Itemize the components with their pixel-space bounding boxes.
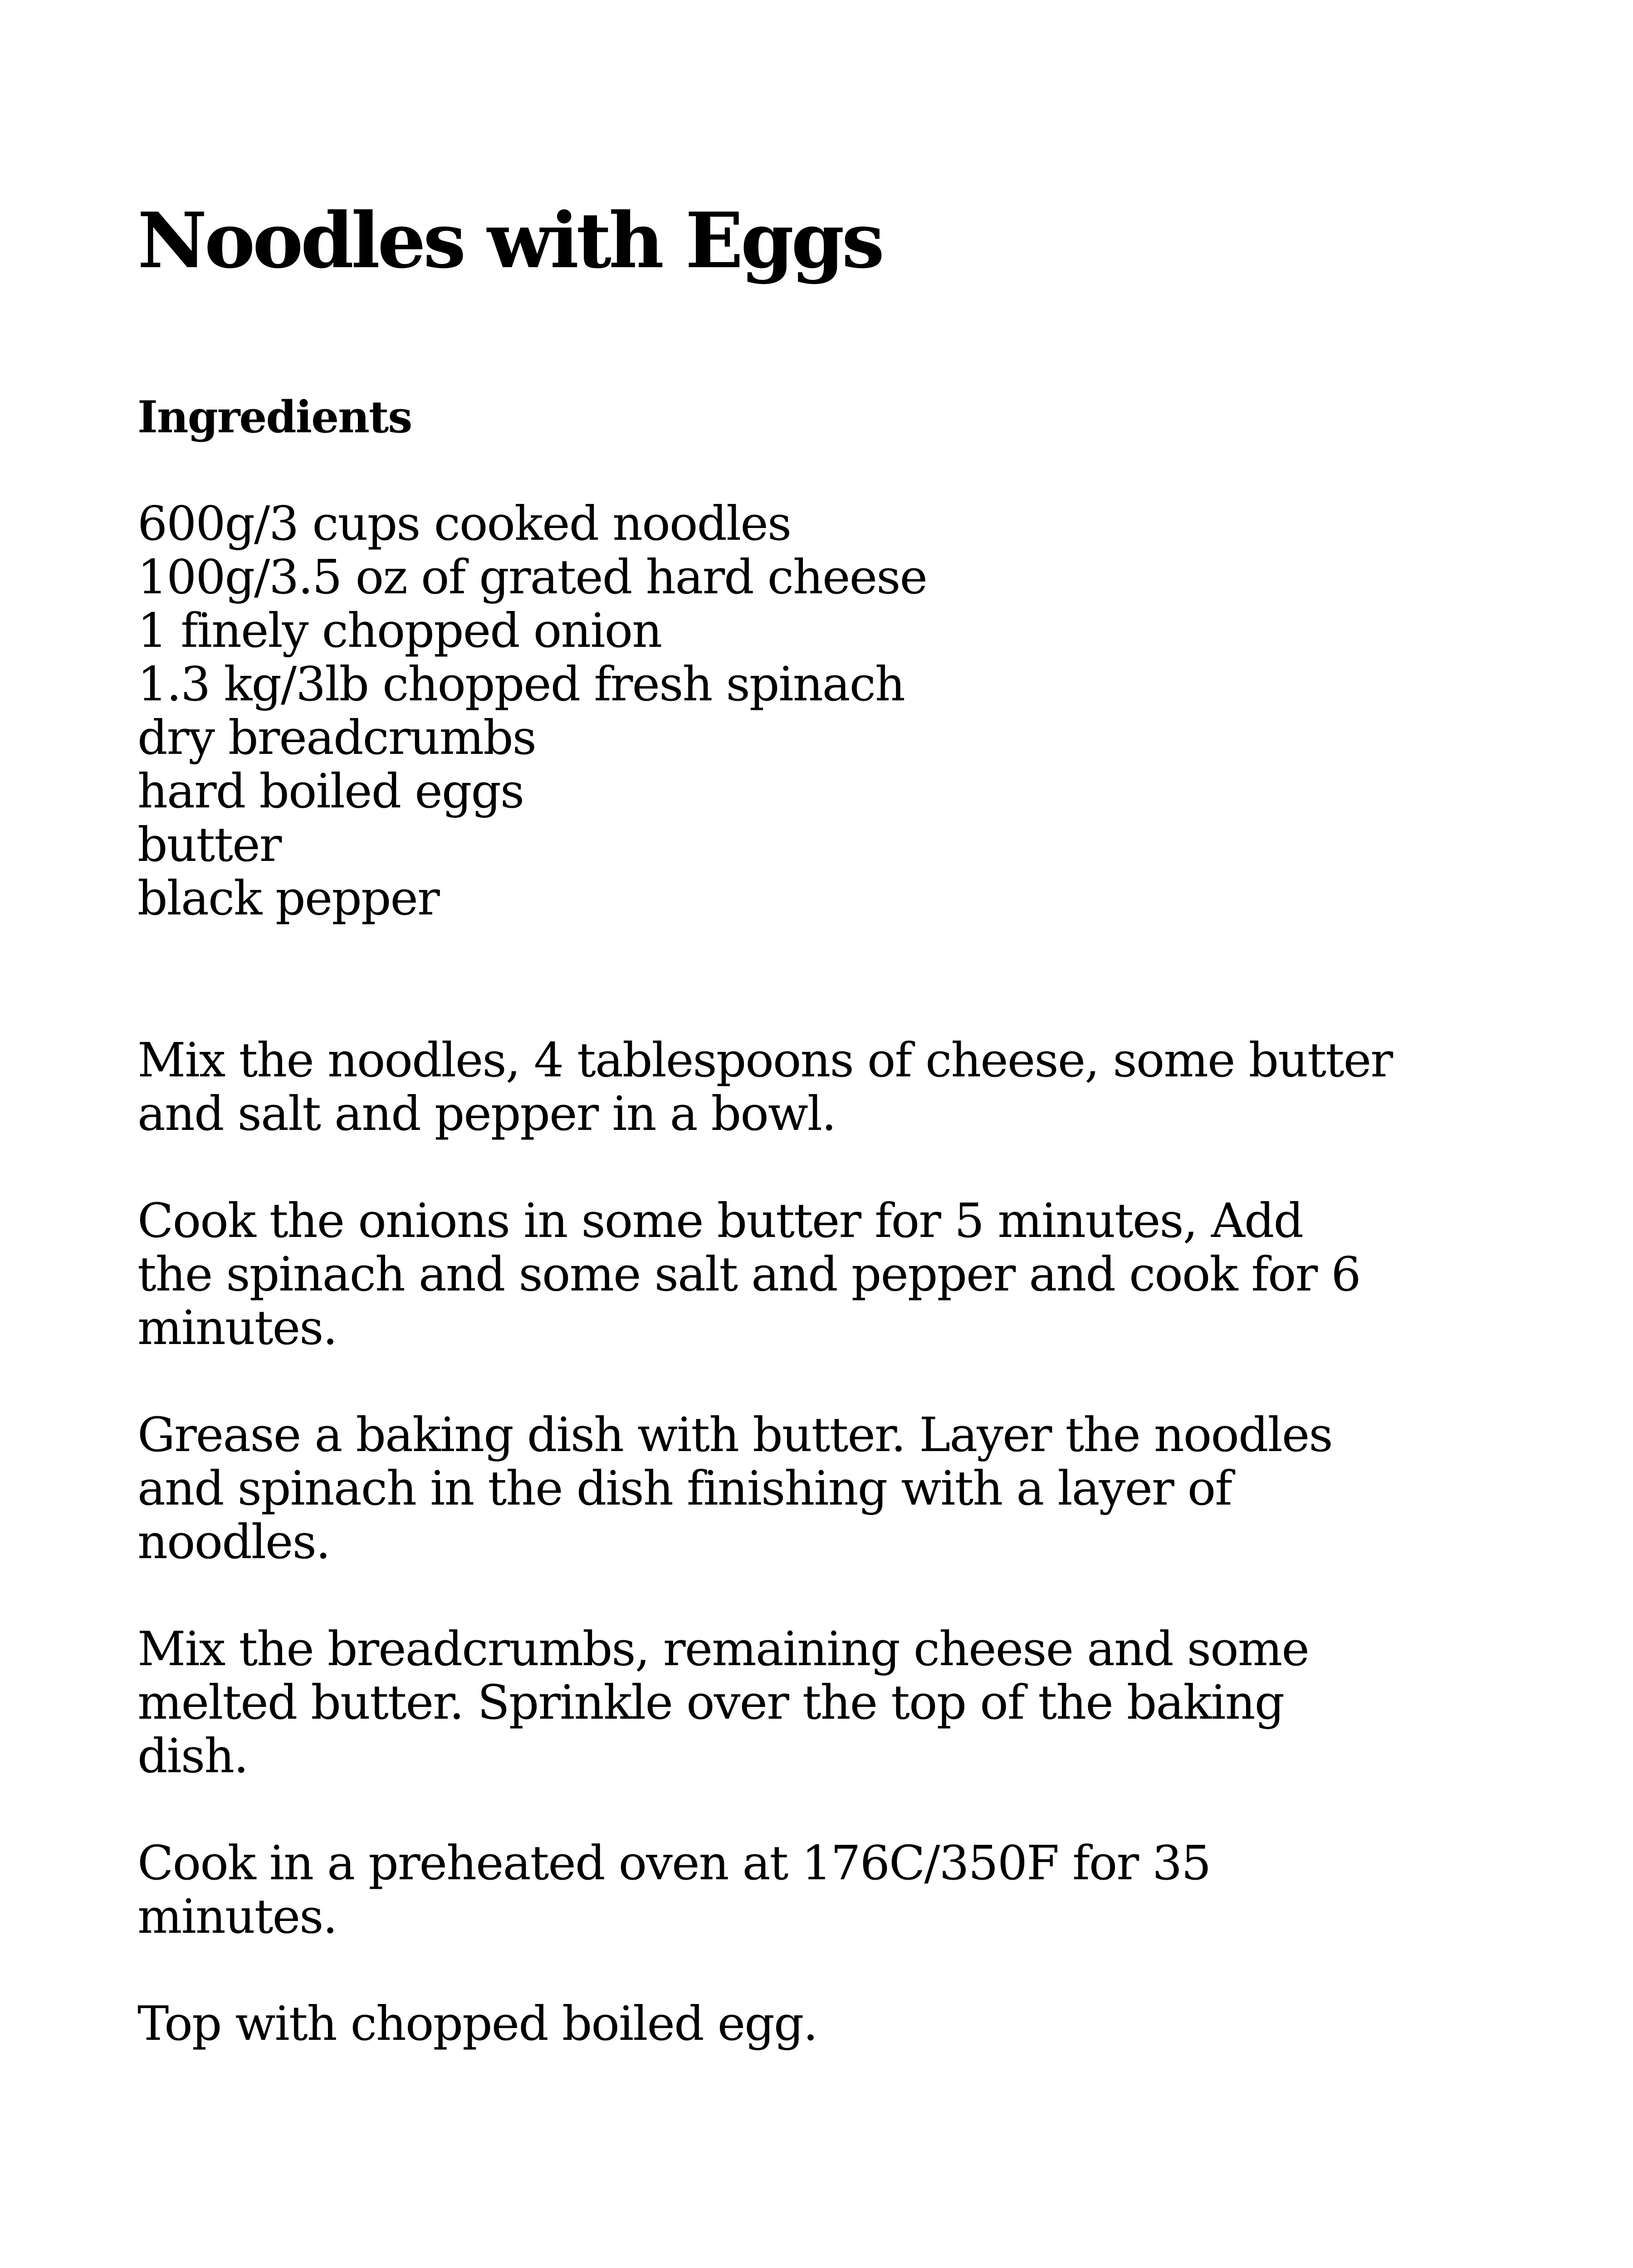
ingredient-item: 1 finely chopped onion — [137, 603, 662, 658]
ingredient-item: 1.3 kg/3lb chopped fresh spinach — [137, 656, 905, 712]
method-step: Cook in a preheated oven at 176C/350F for 35 minutes. — [137, 1835, 1211, 1944]
ingredient-item: 100g/3.5 oz of grated hard cheese — [137, 549, 927, 605]
method-step: Top with chopped boiled egg. — [137, 1996, 817, 2051]
ingredient-item: dry breadcrumbs — [137, 710, 536, 765]
recipe-title: Noodles with Eggs — [137, 196, 882, 285]
method-step: Grease a baking dish with butter. Layer the noodles and spinach in the dish finishing with a layer of noodles. — [137, 1407, 1332, 1569]
ingredient-item: butter — [137, 817, 281, 872]
ingredient-item: 600g/3 cups cooked noodles — [137, 496, 791, 551]
ingredients-list — [137, 497, 927, 925]
method-step: Mix the breadcrumbs, remaining cheese and some melted butter. Sprinkle over the top of the baking dish. — [137, 1621, 1309, 1784]
ingredients-heading: Ingredients — [137, 391, 412, 443]
ingredient-item: hard boiled eggs — [137, 763, 524, 819]
method-step: Cook the onions in some butter for 5 minutes, Add the spinach and some salt and pepper and cook for 6 minutes. — [137, 1193, 1360, 1355]
method-steps — [137, 1033, 1498, 2104]
method-step: Mix the noodles, 4 tablespoons of cheese, some butter and salt and pepper in a bowl. — [137, 1032, 1393, 1141]
ingredient-item: black pepper — [137, 870, 439, 926]
